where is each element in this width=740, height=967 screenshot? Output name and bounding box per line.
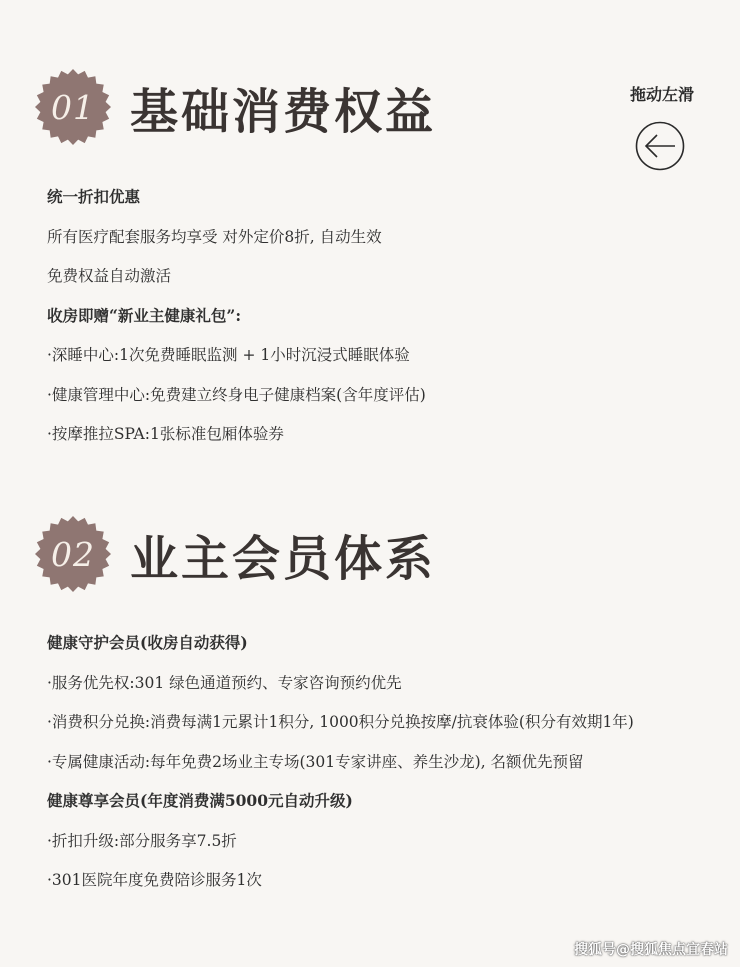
text-line: ·专属健康活动:每年免费2场业主专场(301专家讲座、养生沙龙), 名额优先预留 (47, 752, 584, 771)
text-line: ·健康管理中心:免费建立终身电子健康档案(含年度评估) (47, 385, 426, 404)
swipe-hint[interactable] (630, 82, 695, 175)
text-line: ·深睡中心:1次免费睡眠监测 + 1小时沉浸式睡眠体验 (47, 346, 410, 364)
section-header-2 (34, 515, 436, 593)
number-badge (34, 515, 112, 593)
swipe-label: 拖动左滑 (630, 85, 695, 104)
text-line: ·折扣升级:部分服务享7.5折 (47, 831, 237, 850)
section-1-content (47, 186, 426, 463)
section-title: 基础消费权益 (130, 83, 437, 140)
text-line: 收房即赠“新业主健康礼包”: (47, 305, 242, 325)
arrow-left-icon[interactable] (635, 121, 685, 171)
text-line: ·301医院年度免费陪诊服务1次 (47, 871, 262, 889)
text-line: ·按摩推拉SPA:1张标准包厢体验券 (47, 425, 284, 443)
text-line: ·服务优先权:301 绿色通道预约、专家咨询预约优先 (47, 673, 402, 692)
text-line: 健康尊享会员(年度消费满5000元自动升级) (47, 791, 353, 810)
text-line: 统一折扣优惠 (47, 187, 141, 206)
number-badge (34, 68, 112, 146)
section-header-1 (34, 68, 436, 146)
section-number: 02 (51, 534, 95, 574)
text-line: 所有医疗配套服务均享受 对外定价8折, 自动生效 (47, 227, 382, 246)
text-line: 健康守护会员(收房自动获得) (47, 633, 248, 652)
text-line: ·消费积分兑换:消费每满1元累计1积分, 1000积分兑换按摩/抗衰体验(积分有效期1年) (47, 713, 634, 731)
section-number: 01 (51, 87, 95, 127)
text-line: 免费权益自动激活 (47, 267, 172, 285)
section-title: 业主会员体系 (130, 530, 437, 587)
watermark: 搜狐号@搜狐焦点宜春站 (574, 942, 728, 958)
section-2-content (47, 632, 634, 909)
